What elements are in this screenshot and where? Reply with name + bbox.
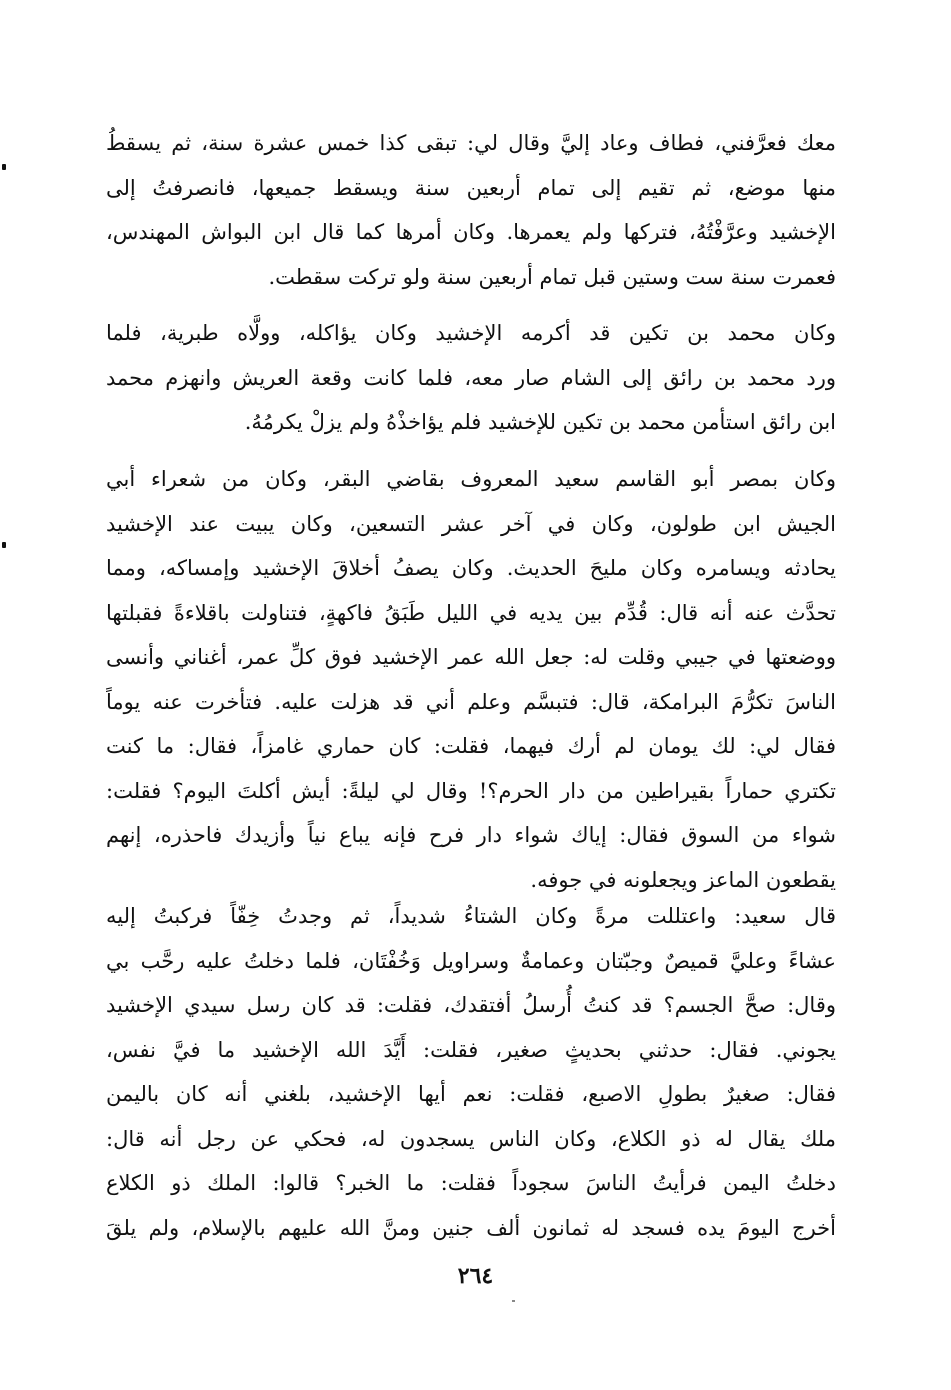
paragraph-1 [106, 121, 836, 299]
text-line: تحدَّث عنه أنه قال: قُدِّم بين يديه في الليل طَبَقُ فاكهةٍ، فتناولت باقلاءةً فقبلتها [106, 600, 836, 625]
text-line: ورد محمد بن رائق إلى الشام صار معه، فلما كانت وقعة العريش وانهزم محمد [106, 365, 836, 390]
text-line: ووضعتها في جيبي وقلت له: جعل الله عمر الإخشيد فوق كلِّ عمر، أغناني وأنسى [106, 645, 836, 669]
scan-speck [512, 1300, 515, 1302]
text-line: يحادثه ويسامره وكان مليحَ الحديث. وكان يصفُ أخلاقَ الإخشيد وإمساكه، ومما [106, 556, 836, 580]
paragraph-3 [106, 457, 836, 902]
paragraph-2 [106, 311, 836, 445]
text-line: الناسَ تكرُّمَ البرامكة، قال: فتبسَّم وعلم أني قد هزلت عليه. فتأخرت عنه يوماً [106, 689, 836, 714]
margin-dot-mark [2, 164, 6, 170]
text-line: معك فعرَّفني، فطاف وعاد إليَّ وقال لي: تبقى كذا خمس عشرة سنة، ثم يسقطُ [106, 131, 836, 155]
text-line: يجوني. فقال: حدثني بحديثٍ صغير، فقلت: أَيَّدَ الله الإخشيد ما فيَّ نفس، [106, 1037, 836, 1062]
text-line: قال سعيد: واعتللت مرةً وكان الشتاءُ شديداً، ثم وجدتُ خِفّاً فركبتُ إليه [106, 904, 836, 928]
text-line: عشاءً وعليَّ قميصٌ وجبّتان وعمامةٌ وسراويل وَخُفْتَان، فلما دخلتُ عليه رحَّب بي [106, 948, 836, 973]
text-line: وكان محمد بن تكين قد أكرمه الإخشيد وكان يؤاكله، وولَّاه طبرية، فلما [106, 321, 836, 345]
text-line: ابن رائق استأمن محمد بن تكين للإخشيد فلم يؤاخذْهُ ولم يزلْ يكرمُهُ. [244, 410, 836, 434]
text-line: وقال: صحَّ الجسم؟ قد كنتُ أُرسلُ أفتقدك، فقلت: قد كان رسل سيدي الإخشيد [106, 993, 836, 1017]
text-line: الإخشيد وعرَّفْتُهُ، فتركها ولم يعمرها. وكان أمرها كما قال ابن البواش المهندس، [106, 220, 836, 244]
text-line: دخلتُ اليمن فرأيتُ الناسَ سجوداً فقلت: ما الخبر؟ قالوا: الملك ذو الكلاع [106, 1171, 836, 1195]
text-line: فقال لي: لك يومان لم أرك فيهما، فقلت: كان حماري غامزاً، فقال: ما كنت [106, 734, 836, 758]
text-line: شواء من السوق فقال: إياك شواء دار فرح فإنه يباع نياً وأزيدك فاحذره، إنهم [106, 823, 836, 847]
text-line: فعمرت سنة ست وستين قبل تمام أربعين سنة ولو تركت سقطت. [268, 264, 836, 289]
text-line: فقال: صغيرٌ بطولِ الاصبع، فقلت: نعم أيها الإخشيد، بلغني أنه كان باليمن [106, 1082, 836, 1106]
text-line: أخرج اليومَ يده فسجد له ثمانون ألف جنين ومنَّ الله عليهم بالإسلام، ولم يلقَ [106, 1215, 836, 1240]
margin-dot-mark [2, 542, 6, 548]
text-line: منها موضع، ثم تقيم إلى تمام أربعين سنة ويسقط جميعها، فانصرفتُ إلى [106, 175, 836, 200]
paragraph-4 [106, 894, 836, 1250]
page-number: ٢٦٤ [457, 1263, 494, 1289]
text-line: يقطعون الماعز ويجعلونه في جوفه. [530, 867, 836, 892]
text-line: وكان بمصر أبو القاسم سعيد المعروف بقاضي البقر، وكان من شعراء أبي [106, 467, 836, 491]
text-line: الجيش ابن طولون، وكان في آخر عشر التسعين، وكان يبيت عند الإخشيد [106, 511, 836, 536]
text-line: تكتري حماراً بقيراطين من دار الحرم؟! وقال لي ليلةً: أيش أكلتَ اليوم؟ فقلت: [106, 778, 836, 803]
text-line: ملك يقال له ذو الكلاع، وكان الناس يسجدون له، فحكي عن رجل أنه قال: [106, 1126, 836, 1151]
